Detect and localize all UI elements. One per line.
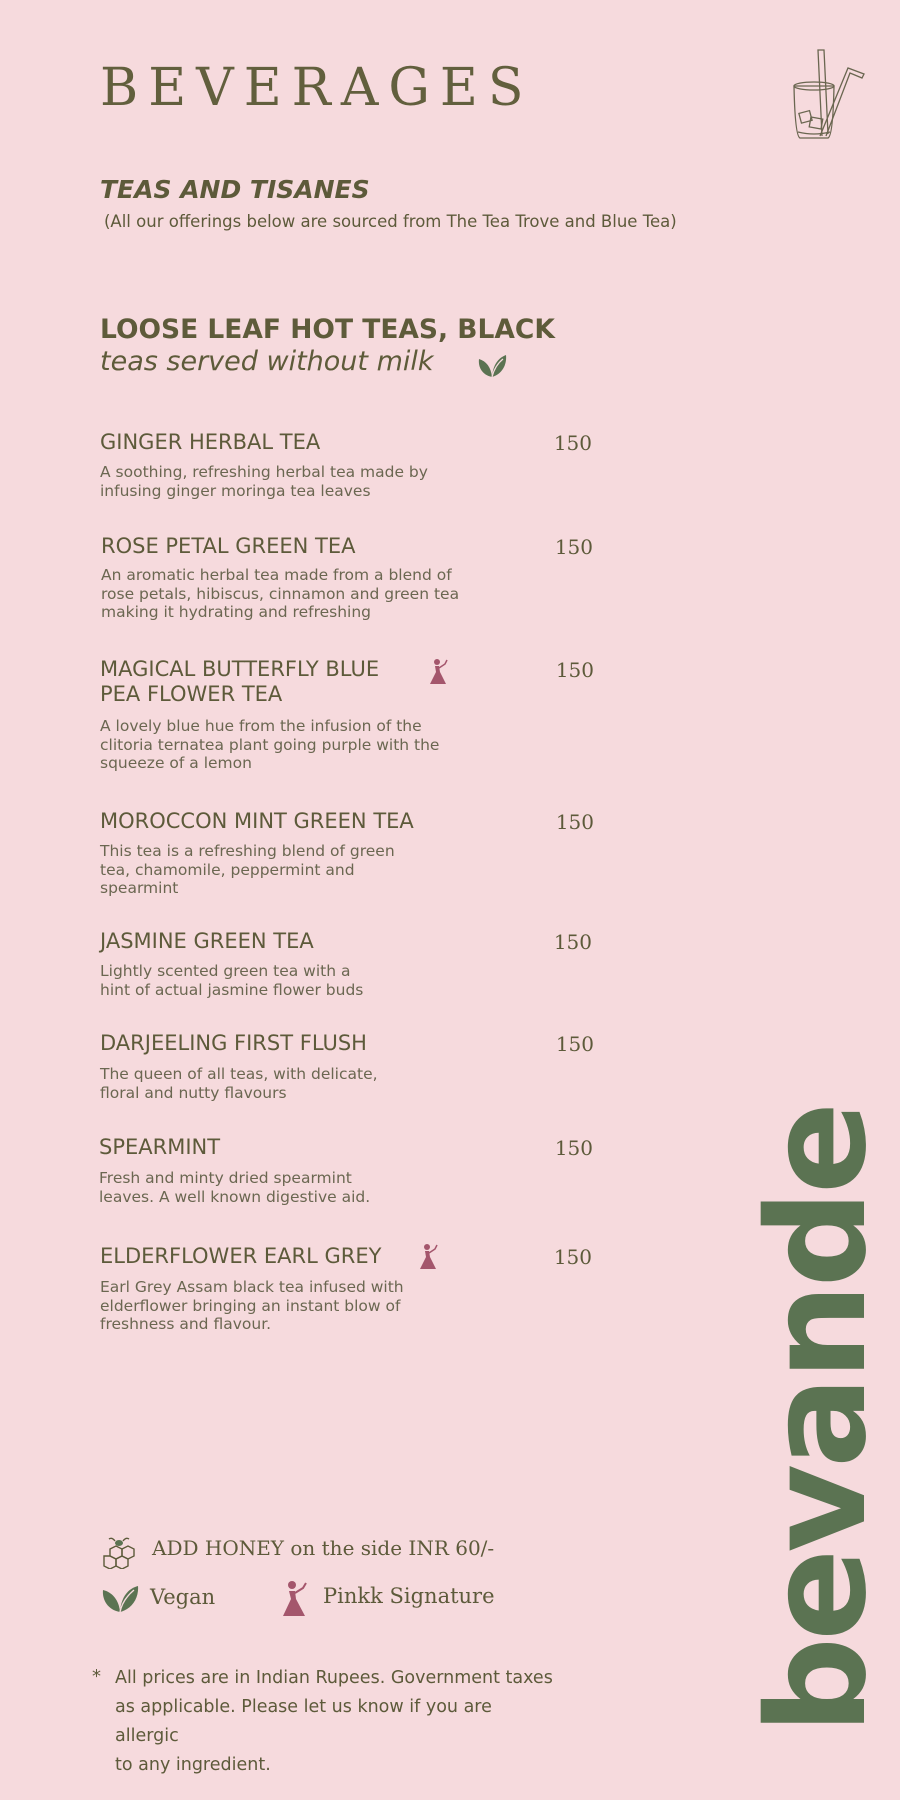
pricing-footnote: All prices are in Indian Rupees. Government taxes as applicable. Please let us know if you are allergic to any ingredient.	[115, 1668, 553, 1775]
menu-item-name: MOROCCON MINT GREEN TEA	[100, 809, 414, 833]
honeycomb-bee-icon	[100, 1535, 138, 1569]
menu-item-price: 150	[554, 535, 593, 559]
add-honey-note: ADD HONEY on the side INR 60/-	[152, 1536, 495, 1560]
menu-item-price: 150	[553, 431, 592, 455]
category-title: LOOSE LEAF HOT TEAS, BLACK	[100, 314, 555, 345]
menu-item-description: An aromatic herbal tea made from a blend of rose petals, hibiscus, cinnamon and green tea making it hydrating and refreshing	[101, 566, 460, 621]
menu-item-price: 150	[553, 1245, 592, 1269]
footnote-marker: *	[92, 1666, 101, 1687]
menu-item-description: A lovely blue hue from the infusion of the clitoria ternatea plant going purple with the squeeze of a lemon	[100, 717, 440, 772]
page-title: BEVERAGES	[100, 58, 534, 118]
pinkk-signature-lady-icon	[428, 658, 450, 686]
pinkk-signature-lady-icon	[418, 1243, 440, 1271]
source-note: (All our offerings below are sourced from The Tea Trove and Blue Tea)	[104, 212, 677, 231]
menu-item-description: A soothing, refreshing herbal tea made by infusing ginger moringa tea leaves	[100, 463, 428, 500]
menu-item-price: 150	[555, 1032, 594, 1056]
vegan-leaf-icon	[476, 353, 508, 379]
menu-item-description: Lightly scented green tea with a hint of actual jasmine flower buds	[100, 962, 364, 999]
menu-item-description: Fresh and minty dried spearmint leaves. A well known digestive aid.	[99, 1169, 371, 1206]
menu-item-price: 150	[554, 1136, 593, 1160]
menu-item-price: 150	[553, 930, 592, 954]
menu-item-name: JASMINE GREEN TEA	[100, 929, 314, 953]
menu-item-name: SPEARMINT	[99, 1135, 221, 1159]
menu-item-description: Earl Grey Assam black tea infused with elderflower bringing an instant blow of freshness and flavour.	[100, 1278, 404, 1333]
pinkk-signature-lady-icon	[280, 1580, 310, 1618]
menu-item-name: DARJEELING FIRST FLUSH	[100, 1031, 367, 1055]
section-title: TEAS AND TISANES	[100, 175, 370, 204]
menu-item-name: GINGER HERBAL TEA	[100, 430, 321, 454]
legend-signature-label: Pinkk Signature	[323, 1584, 495, 1608]
glass-with-straws-icon	[786, 46, 868, 146]
vegan-leaf-icon	[100, 1584, 140, 1614]
menu-item-name: ELDERFLOWER EARL GREY	[100, 1244, 382, 1268]
menu-item-name: ROSE PETAL GREEN TEA	[101, 534, 356, 558]
menu-item-description: This tea is a refreshing blend of green tea, chamomile, peppermint and spearmint	[100, 842, 395, 897]
category-subtitle: teas served without milk	[100, 346, 434, 377]
menu-item-price: 150	[555, 658, 594, 682]
menu-item-description: The queen of all teas, with delicate, floral and nutty flavours	[100, 1065, 378, 1102]
legend-vegan-label: Vegan	[150, 1585, 216, 1609]
brand-wordmark: bevande	[739, 1105, 897, 1735]
menu-item-price: 150	[555, 810, 594, 834]
menu-item-name: MAGICAL BUTTERFLY BLUE PEA FLOWER TEA	[100, 657, 380, 706]
